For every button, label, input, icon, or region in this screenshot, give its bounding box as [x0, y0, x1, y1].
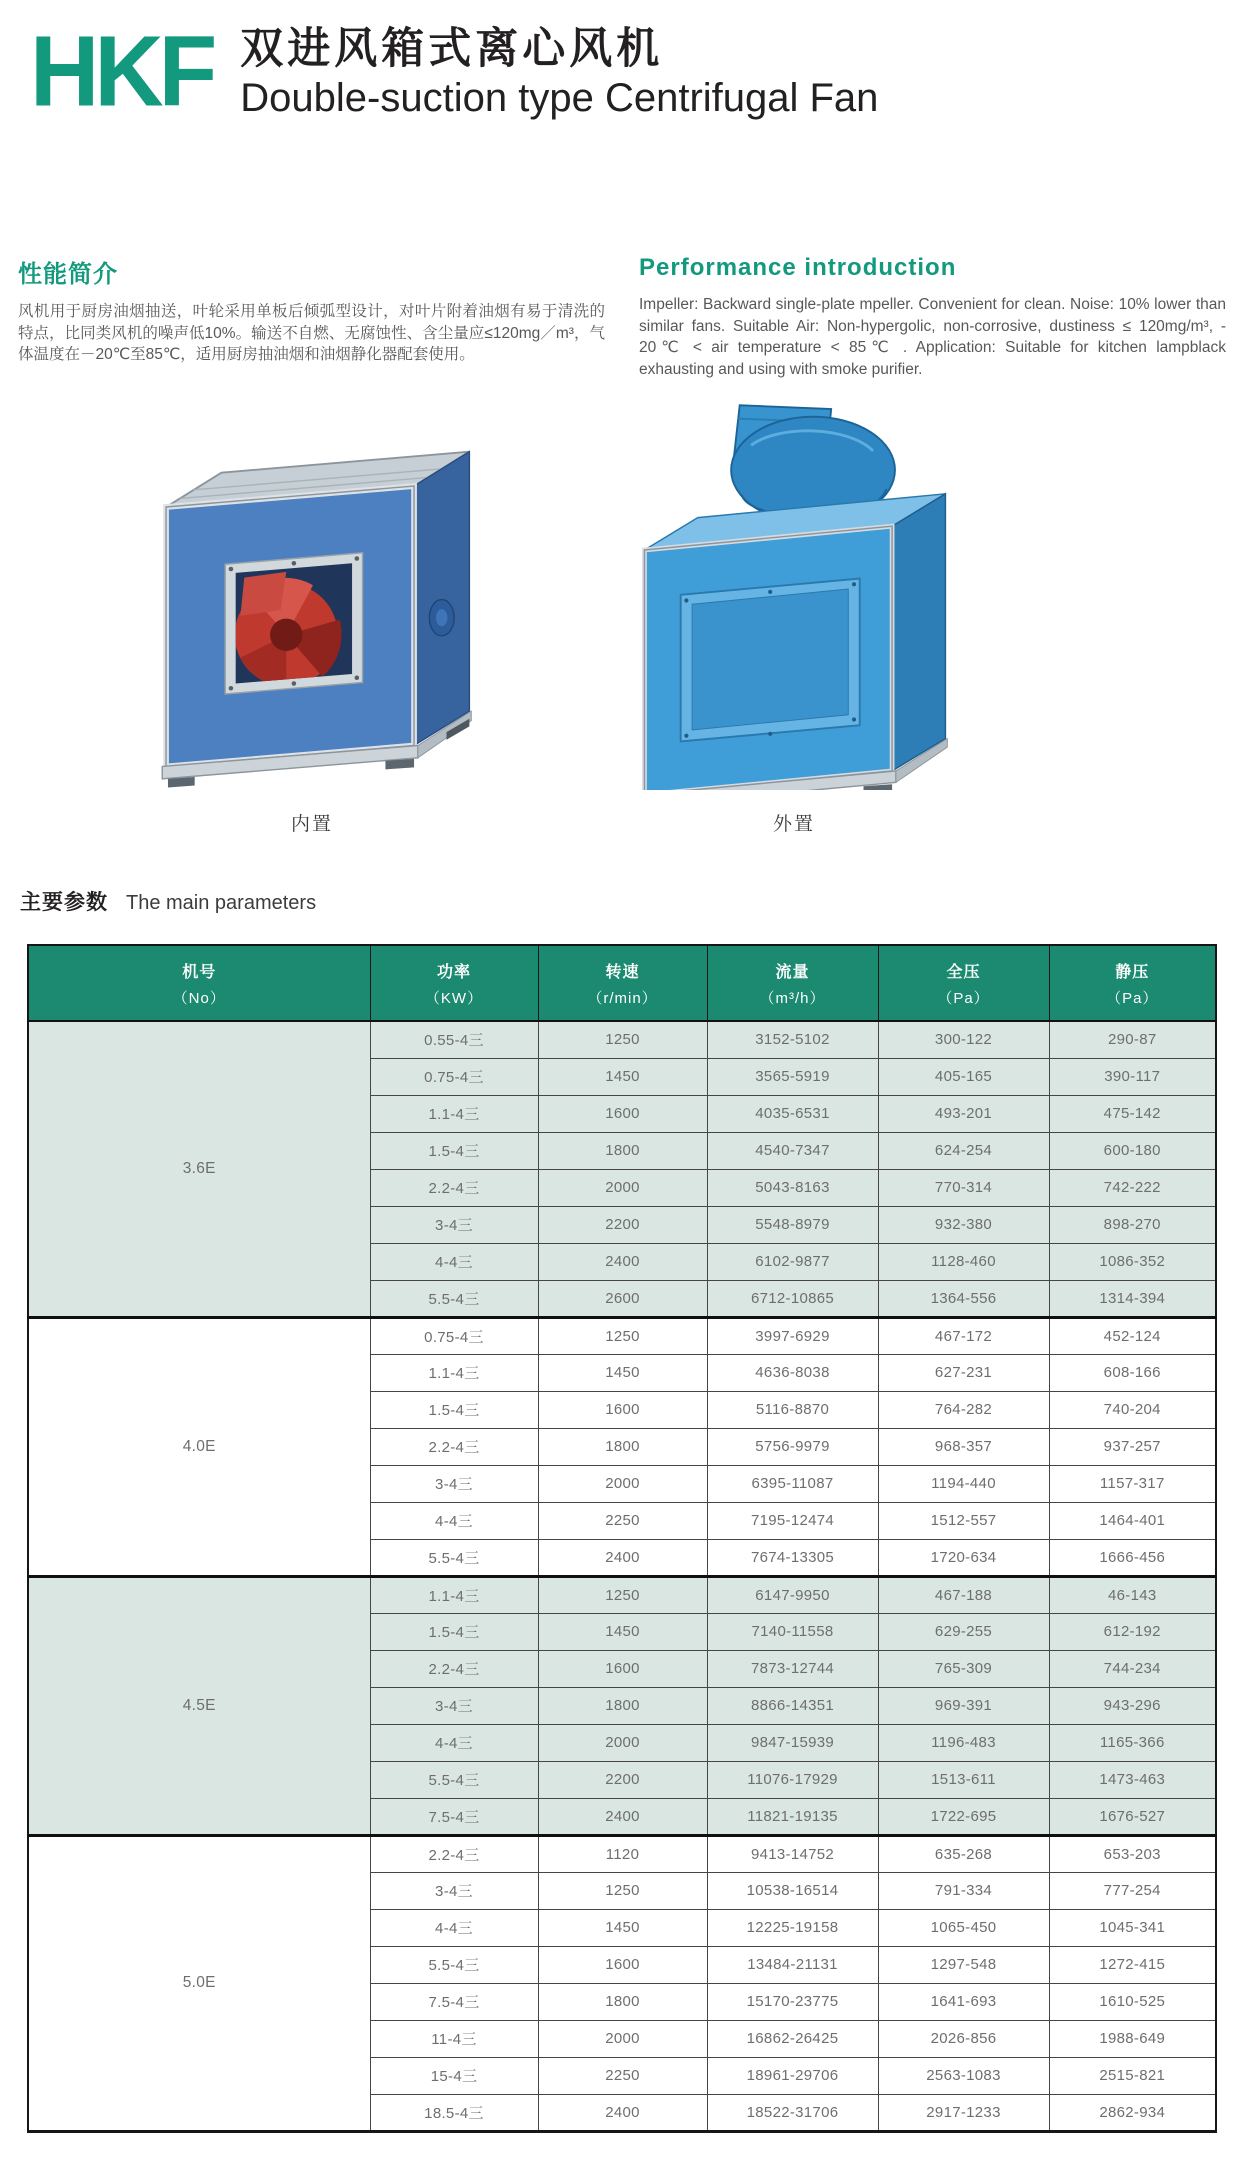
- table-cell: 1.5-4三: [370, 1132, 538, 1169]
- table-cell: 777-254: [1049, 1872, 1216, 1909]
- table-cell: 11076-17929: [707, 1761, 878, 1798]
- parameters-heading-zh: 主要参数: [20, 891, 108, 914]
- intro-column-zh: [18, 254, 605, 380]
- table-cell: 300-122: [878, 1021, 1049, 1058]
- product-title-en: Double-suction type Centrifugal Fan: [240, 76, 879, 120]
- table-cell: 1250: [538, 1021, 707, 1058]
- table-cell: 3565-5919: [707, 1058, 878, 1095]
- table-cell: 2.2-4三: [370, 1169, 538, 1206]
- table-cell: 2563-1083: [878, 2057, 1049, 2094]
- table-cell: 740-204: [1049, 1391, 1216, 1428]
- table-cell: 0.55-4三: [370, 1021, 538, 1058]
- table-cell: 467-188: [878, 1576, 1049, 1613]
- table-cell: 4-4三: [370, 1243, 538, 1280]
- table-cell: 1086-352: [1049, 1243, 1216, 1280]
- fan-image-external-icon: [589, 390, 999, 790]
- table-cell: 791-334: [878, 1872, 1049, 1909]
- table-cell: 2400: [538, 1539, 707, 1576]
- table-row: [28, 1317, 1216, 1354]
- table-cell: 635-268: [878, 1835, 1049, 1872]
- table-cell: 1250: [538, 1576, 707, 1613]
- parameters-table-body: [28, 1021, 1216, 2131]
- table-cell: 1450: [538, 1613, 707, 1650]
- table-cell: 1.5-4三: [370, 1613, 538, 1650]
- table-cell: 4-4三: [370, 1909, 538, 1946]
- table-cell: 5.5-4三: [370, 1761, 538, 1798]
- table-cell: 5548-8979: [707, 1206, 878, 1243]
- table-cell: 3-4三: [370, 1872, 538, 1909]
- table-cell: 5043-8163: [707, 1169, 878, 1206]
- table-cell: 4-4三: [370, 1502, 538, 1539]
- table-cell: 629-255: [878, 1613, 1049, 1650]
- table-cell: 10538-16514: [707, 1872, 878, 1909]
- table-cell: 1450: [538, 1354, 707, 1391]
- table-cell: 7873-12744: [707, 1650, 878, 1687]
- table-cell: 943-296: [1049, 1687, 1216, 1724]
- table-header-cell: 转速 （r/min）: [538, 945, 707, 1021]
- figure-built-in: [122, 390, 502, 836]
- table-cell: 5.5-4三: [370, 1280, 538, 1317]
- table-cell: 1800: [538, 1983, 707, 2020]
- page-header: [30, 15, 1226, 128]
- table-cell: 1364-556: [878, 1280, 1049, 1317]
- table-cell: 46-143: [1049, 1576, 1216, 1613]
- table-cell: 2250: [538, 2057, 707, 2094]
- table-cell: 0.75-4三: [370, 1317, 538, 1354]
- table-cell: 0.75-4三: [370, 1058, 538, 1095]
- table-cell: 1464-401: [1049, 1502, 1216, 1539]
- table-cell: 9413-14752: [707, 1835, 878, 1872]
- table-cell: 1988-649: [1049, 2020, 1216, 2057]
- intro-section: [16, 254, 1226, 380]
- fan-size-cell: 4.5E: [28, 1576, 370, 1835]
- parameters-table: [27, 944, 1217, 2133]
- table-cell: 493-201: [878, 1095, 1049, 1132]
- table-cell: 1720-634: [878, 1539, 1049, 1576]
- table-cell: 1297-548: [878, 1946, 1049, 1983]
- table-cell: 6712-10865: [707, 1280, 878, 1317]
- table-cell: 405-165: [878, 1058, 1049, 1095]
- table-cell: 18.5-4三: [370, 2094, 538, 2131]
- table-cell: 2200: [538, 1206, 707, 1243]
- parameters-heading: [20, 886, 1226, 916]
- intro-column-en: [639, 254, 1226, 380]
- product-title-zh: 双进风箱式离心风机: [240, 25, 664, 73]
- product-titles: [240, 24, 878, 122]
- table-row: [28, 1576, 1216, 1613]
- table-cell: 1513-611: [878, 1761, 1049, 1798]
- table-cell: 475-142: [1049, 1095, 1216, 1132]
- table-cell: 6395-11087: [707, 1465, 878, 1502]
- table-cell: 1641-693: [878, 1983, 1049, 2020]
- table-cell: 612-192: [1049, 1613, 1216, 1650]
- table-cell: 2515-821: [1049, 2057, 1216, 2094]
- fan-size-cell: 5.0E: [28, 1835, 370, 2131]
- table-cell: 2000: [538, 1465, 707, 1502]
- table-cell: 15170-23775: [707, 1983, 878, 2020]
- table-cell: 653-203: [1049, 1835, 1216, 1872]
- table-cell: 1120: [538, 1835, 707, 1872]
- table-cell: 7195-12474: [707, 1502, 878, 1539]
- parameters-table-head: [28, 945, 1216, 1021]
- table-cell: 1800: [538, 1132, 707, 1169]
- table-header-cell: 功率 （KW）: [370, 945, 538, 1021]
- table-cell: 627-231: [878, 1354, 1049, 1391]
- table-cell: 4-4三: [370, 1724, 538, 1761]
- table-cell: 1165-366: [1049, 1724, 1216, 1761]
- table-cell: 7674-13305: [707, 1539, 878, 1576]
- table-cell: 2026-856: [878, 2020, 1049, 2057]
- table-cell: 5116-8870: [707, 1391, 878, 1428]
- table-cell: 5756-9979: [707, 1428, 878, 1465]
- table-cell: 7.5-4三: [370, 1983, 538, 2020]
- table-cell: 2.2-4三: [370, 1835, 538, 1872]
- table-row: [28, 1021, 1216, 1058]
- table-cell: 290-87: [1049, 1021, 1216, 1058]
- table-cell: 467-172: [878, 1317, 1049, 1354]
- table-header-cell: 流量 （m³/h）: [707, 945, 878, 1021]
- table-cell: 1250: [538, 1317, 707, 1354]
- table-cell: 7.5-4三: [370, 1798, 538, 1835]
- table-cell: 6102-9877: [707, 1243, 878, 1280]
- table-cell: 2.2-4三: [370, 1428, 538, 1465]
- section-heading-en: Performance introduction: [639, 254, 957, 281]
- table-header-cell: 静压 （Pa）: [1049, 945, 1216, 1021]
- hkf-logo: HKF: [30, 15, 213, 128]
- table-cell: 2250: [538, 1502, 707, 1539]
- table-cell: 4540-7347: [707, 1132, 878, 1169]
- table-cell: 1314-394: [1049, 1280, 1216, 1317]
- table-cell: 1600: [538, 1650, 707, 1687]
- table-cell: 1194-440: [878, 1465, 1049, 1502]
- figure-external: [584, 390, 1004, 836]
- table-cell: 1250: [538, 1872, 707, 1909]
- table-cell: 16862-26425: [707, 2020, 878, 2057]
- table-cell: 2600: [538, 1280, 707, 1317]
- table-cell: 1.5-4三: [370, 1391, 538, 1428]
- table-cell: 1045-341: [1049, 1909, 1216, 1946]
- table-cell: 11821-19135: [707, 1798, 878, 1835]
- table-cell: 1473-463: [1049, 1761, 1216, 1798]
- table-cell: 608-166: [1049, 1354, 1216, 1391]
- table-cell: 2000: [538, 1724, 707, 1761]
- table-cell: 1128-460: [878, 1243, 1049, 1280]
- table-header-cell: 全压 （Pa）: [878, 945, 1049, 1021]
- table-cell: 1.1-4三: [370, 1576, 538, 1613]
- table-cell: 2000: [538, 1169, 707, 1206]
- product-images-section: [16, 390, 1226, 840]
- intro-paragraph-zh: 风机用于厨房油烟抽送，叶轮采用单板后倾弧型设计，对叶片附着油烟有易于清洗的特点，比同类风机的噪声低10%。输送不自燃、无腐蚀性、含尘量应≤120mg／m³，气体温度在－20℃至85℃，适用厨房抽油烟和油烟静化器配套使用。: [18, 303, 605, 363]
- table-cell: 1450: [538, 1058, 707, 1095]
- table-cell: 1065-450: [878, 1909, 1049, 1946]
- fan-image-built-in-icon: [126, 390, 498, 790]
- table-row: [28, 1835, 1216, 1872]
- table-cell: 1600: [538, 1095, 707, 1132]
- parameters-heading-en: The main parameters: [126, 892, 317, 914]
- table-cell: 742-222: [1049, 1169, 1216, 1206]
- table-cell: 11-4三: [370, 2020, 538, 2057]
- caption-built-in: 内置: [290, 814, 333, 835]
- fan-size-cell: 3.6E: [28, 1021, 370, 1317]
- table-header-cell: 机号 （No）: [28, 945, 370, 1021]
- table-cell: 452-124: [1049, 1317, 1216, 1354]
- table-cell: 2400: [538, 1798, 707, 1835]
- table-cell: 2200: [538, 1761, 707, 1798]
- table-cell: 18522-31706: [707, 2094, 878, 2131]
- table-cell: 2400: [538, 2094, 707, 2131]
- table-cell: 1.1-4三: [370, 1354, 538, 1391]
- caption-external: 外置: [772, 814, 815, 835]
- table-header-row: [28, 945, 1216, 1021]
- table-cell: 15-4三: [370, 2057, 538, 2094]
- intro-paragraph-en: Impeller: Backward single-plate mpeller. Convenient for clean. Noise: 10% lower than similar fans. Suitable Air: Non-hypergolic, non-corrosive, dustiness ≤ 120mg/m³, - 20℃ < air temperature < 85℃ . Application: Suitable for kitchen lampblack exhausting and using with smoke purifier.: [639, 296, 1226, 378]
- table-cell: 5.5-4三: [370, 1539, 538, 1576]
- table-cell: 2000: [538, 2020, 707, 2057]
- table-cell: 1722-695: [878, 1798, 1049, 1835]
- table-cell: 2862-934: [1049, 2094, 1216, 2131]
- table-cell: 1450: [538, 1909, 707, 1946]
- table-cell: 1800: [538, 1687, 707, 1724]
- table-cell: 6147-9950: [707, 1576, 878, 1613]
- table-cell: 1666-456: [1049, 1539, 1216, 1576]
- table-cell: 3-4三: [370, 1206, 538, 1243]
- table-cell: 744-234: [1049, 1650, 1216, 1687]
- table-cell: 898-270: [1049, 1206, 1216, 1243]
- table-cell: 2.2-4三: [370, 1650, 538, 1687]
- table-cell: 5.5-4三: [370, 1946, 538, 1983]
- table-cell: 765-309: [878, 1650, 1049, 1687]
- table-cell: 1800: [538, 1428, 707, 1465]
- table-cell: 3997-6929: [707, 1317, 878, 1354]
- table-cell: 3-4三: [370, 1465, 538, 1502]
- table-cell: 1600: [538, 1391, 707, 1428]
- table-cell: 1272-415: [1049, 1946, 1216, 1983]
- table-cell: 600-180: [1049, 1132, 1216, 1169]
- table-cell: 390-117: [1049, 1058, 1216, 1095]
- table-cell: 1600: [538, 1946, 707, 1983]
- table-cell: 4636-8038: [707, 1354, 878, 1391]
- table-cell: 9847-15939: [707, 1724, 878, 1761]
- table-cell: 1676-527: [1049, 1798, 1216, 1835]
- table-cell: 8866-14351: [707, 1687, 878, 1724]
- table-cell: 969-391: [878, 1687, 1049, 1724]
- table-cell: 770-314: [878, 1169, 1049, 1206]
- table-cell: 13484-21131: [707, 1946, 878, 1983]
- table-cell: 2917-1233: [878, 2094, 1049, 2131]
- table-cell: 4035-6531: [707, 1095, 878, 1132]
- table-cell: 1512-557: [878, 1502, 1049, 1539]
- table-cell: 1196-483: [878, 1724, 1049, 1761]
- fan-size-cell: 4.0E: [28, 1317, 370, 1576]
- table-cell: 764-282: [878, 1391, 1049, 1428]
- table-cell: 3152-5102: [707, 1021, 878, 1058]
- table-cell: 7140-11558: [707, 1613, 878, 1650]
- table-cell: 1.1-4三: [370, 1095, 538, 1132]
- table-cell: 1157-317: [1049, 1465, 1216, 1502]
- table-cell: 3-4三: [370, 1687, 538, 1724]
- table-cell: 18961-29706: [707, 2057, 878, 2094]
- table-cell: 932-380: [878, 1206, 1049, 1243]
- section-heading-zh: 性能简介: [18, 261, 118, 288]
- table-cell: 12225-19158: [707, 1909, 878, 1946]
- table-cell: 937-257: [1049, 1428, 1216, 1465]
- table-cell: 1610-525: [1049, 1983, 1216, 2020]
- table-cell: 624-254: [878, 1132, 1049, 1169]
- table-cell: 968-357: [878, 1428, 1049, 1465]
- table-cell: 2400: [538, 1243, 707, 1280]
